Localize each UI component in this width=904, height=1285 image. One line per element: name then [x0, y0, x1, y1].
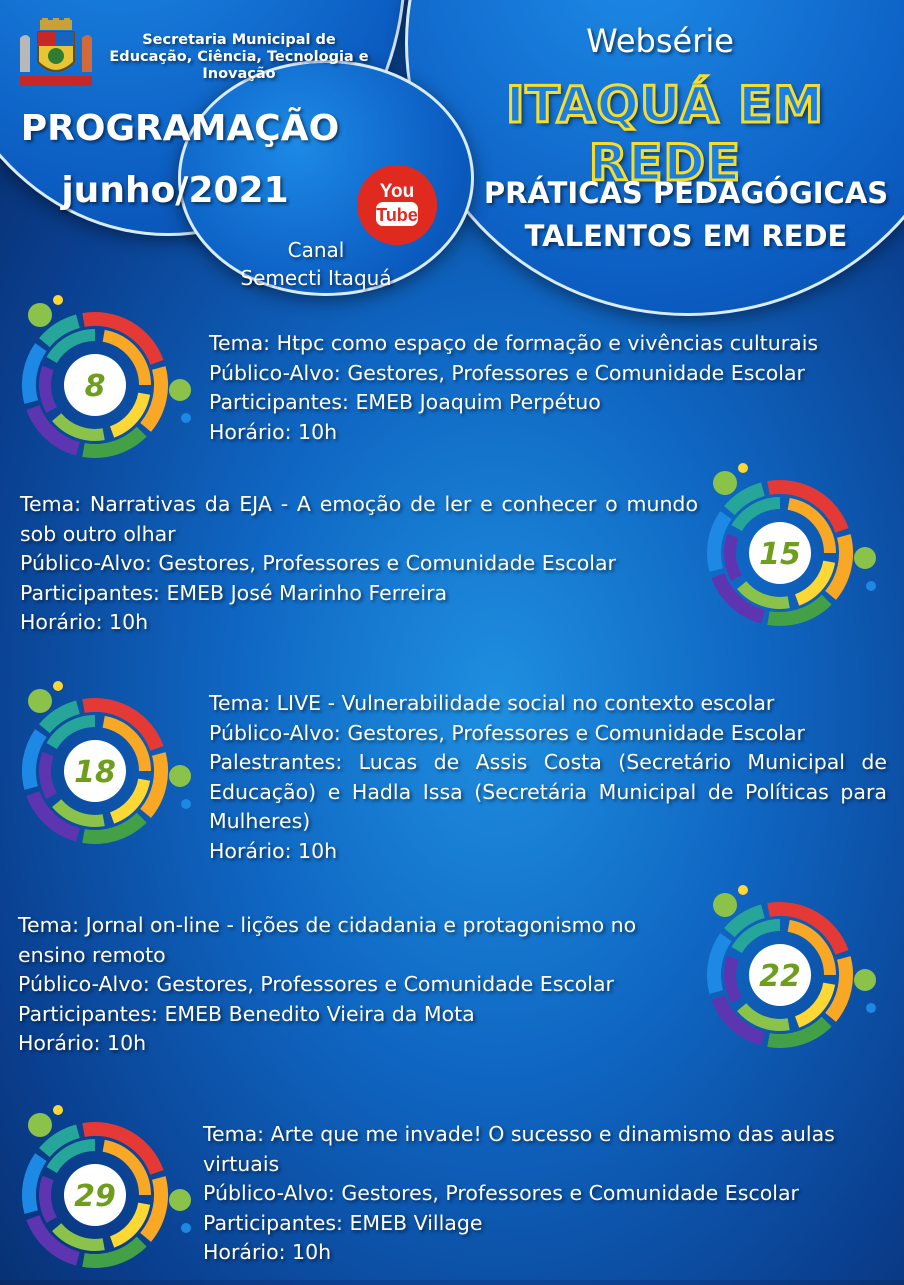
event-tema: Tema: Arte que me invade! O sucesso e dinamismo das aulas virtuais: [203, 1122, 835, 1176]
decor-dot: [181, 413, 191, 423]
date-badge-18: [10, 676, 205, 861]
decor-dot: [854, 969, 876, 991]
ring-outer-segment: [29, 347, 41, 402]
decor-dot: [169, 379, 191, 401]
decor-dot: [28, 1113, 52, 1137]
ring-middle-segment: [45, 754, 52, 796]
event-participantes: Participantes: EMEB Joaquim Perpétuo: [209, 390, 601, 414]
subtitle-line1: PRÁTICAS PEDAGÓGICAS: [483, 176, 889, 210]
event-block-22: [18, 911, 698, 1059]
webserie-label: Websérie: [586, 22, 734, 60]
ring-middle-segment: [742, 1007, 789, 1025]
series-title: ITAQUÁ EM REDE: [505, 76, 825, 192]
decor-dot: [169, 1189, 191, 1211]
ring-outer-segment: [714, 937, 726, 992]
event-participantes: Participantes: EMEB Benedito Vieira da Mota: [18, 1001, 475, 1026]
decor-dot: [713, 893, 737, 917]
event-block-18: [209, 689, 887, 866]
event-horario: Horário: 10h: [18, 1031, 147, 1055]
decor-dot: [854, 547, 876, 569]
decor-dot: [53, 1105, 63, 1115]
event-block-8: [209, 329, 889, 447]
ring-outer-segment: [714, 515, 726, 570]
ring-middle-segment: [45, 1178, 52, 1220]
day-number: 8: [84, 369, 106, 404]
decor-dot: [738, 885, 748, 895]
event-publico: Público-Alvo: Gestores, Professores e Comunidade Escolar: [209, 360, 805, 385]
youtube-you-text: You: [379, 181, 415, 202]
event-participantes: Participantes: EMEB Village: [203, 1210, 483, 1235]
decor-dot: [713, 471, 737, 495]
secretaria-name: Secretaria Municipal de Educação, Ciência, Tecnologia e Inovação: [109, 32, 369, 82]
ring-middle-segment: [57, 1227, 104, 1245]
event-horario: Horário: 10h: [203, 1240, 332, 1264]
event-block-15: [20, 490, 698, 638]
decor-dot: [181, 799, 191, 809]
event-palestrantes: Palestrantes: Lucas de Assis Costa (Secretário Municipal de Educação) e Hadla Issa (Secretária Municipal de Políticas para Mulheres): [209, 750, 887, 833]
channel-label: [216, 236, 416, 292]
ring-middle-segment: [57, 417, 104, 435]
decor-dot: [181, 1223, 191, 1233]
event-tema: Tema: Jornal on-line - lições de cidadania e protagonismo no ensino remoto: [18, 913, 637, 967]
event-publico: Público-Alvo: Gestores, Professores e Comunidade Escolar: [18, 972, 614, 996]
decor-dot: [738, 463, 748, 473]
event-tema: Tema: LIVE - Vulnerabilidade social no contexto escolar: [209, 691, 775, 715]
ring-middle-segment: [57, 803, 104, 821]
day-number: 29: [74, 1179, 116, 1214]
channel-label-line1: Canal: [287, 238, 345, 262]
day-number: 18: [74, 755, 116, 790]
subtitle-line2: TALENTOS EM REDE: [524, 219, 848, 253]
ring-middle-segment: [730, 536, 737, 578]
decor-dot: [28, 303, 52, 327]
ring-outer-segment: [29, 1157, 41, 1212]
date-badge-22: [695, 880, 890, 1065]
youtube-tube-text: Tube: [376, 205, 418, 225]
programacao-title: PROGRAMAÇÃO: [20, 108, 340, 149]
decor-dot: [53, 681, 63, 691]
day-number: 15: [759, 537, 801, 572]
date-badge-29: [10, 1100, 205, 1285]
decor-dot: [866, 581, 876, 591]
month-date: junho/2021: [61, 170, 289, 211]
ring-middle-segment: [742, 585, 789, 603]
city-crest-logo: [14, 18, 98, 90]
event-horario: Horário: 10h: [209, 838, 338, 863]
decor-dot: [53, 295, 63, 305]
event-horario: Horário: 10h: [209, 419, 338, 444]
ring-middle-segment: [730, 958, 737, 1000]
event-publico: Público-Alvo: Gestores, Professores e Comunidade Escolar: [20, 551, 616, 575]
event-participantes: Participantes: EMEB José Marinho Ferreira: [20, 580, 448, 605]
event-tema: Tema: Narrativas da EJA - A emoção de ler e conhecer o mundo sob outro olhar: [20, 492, 698, 546]
date-badge-15: [695, 458, 890, 643]
channel-label-line2: Semecti Itaquá: [240, 266, 392, 290]
decor-dot: [28, 689, 52, 713]
decor-dot: [169, 765, 191, 787]
date-badge-8: [10, 290, 205, 475]
ring-middle-segment: [45, 368, 52, 410]
series-subtitle: [470, 172, 902, 258]
event-publico: Público-Alvo: Gestores, Professores e Comunidade Escolar: [203, 1181, 799, 1205]
event-tema: Tema: Htpc como espaço de formação e vivências culturais: [209, 331, 819, 355]
youtube-icon[interactable]: [356, 164, 438, 246]
ring-outer-segment: [29, 733, 41, 788]
event-horario: Horário: 10h: [20, 610, 149, 634]
day-number: 22: [759, 959, 801, 994]
decor-dot: [866, 1003, 876, 1013]
event-block-29: [203, 1120, 893, 1268]
event-publico: Público-Alvo: Gestores, Professores e Comunidade Escolar: [209, 720, 805, 745]
